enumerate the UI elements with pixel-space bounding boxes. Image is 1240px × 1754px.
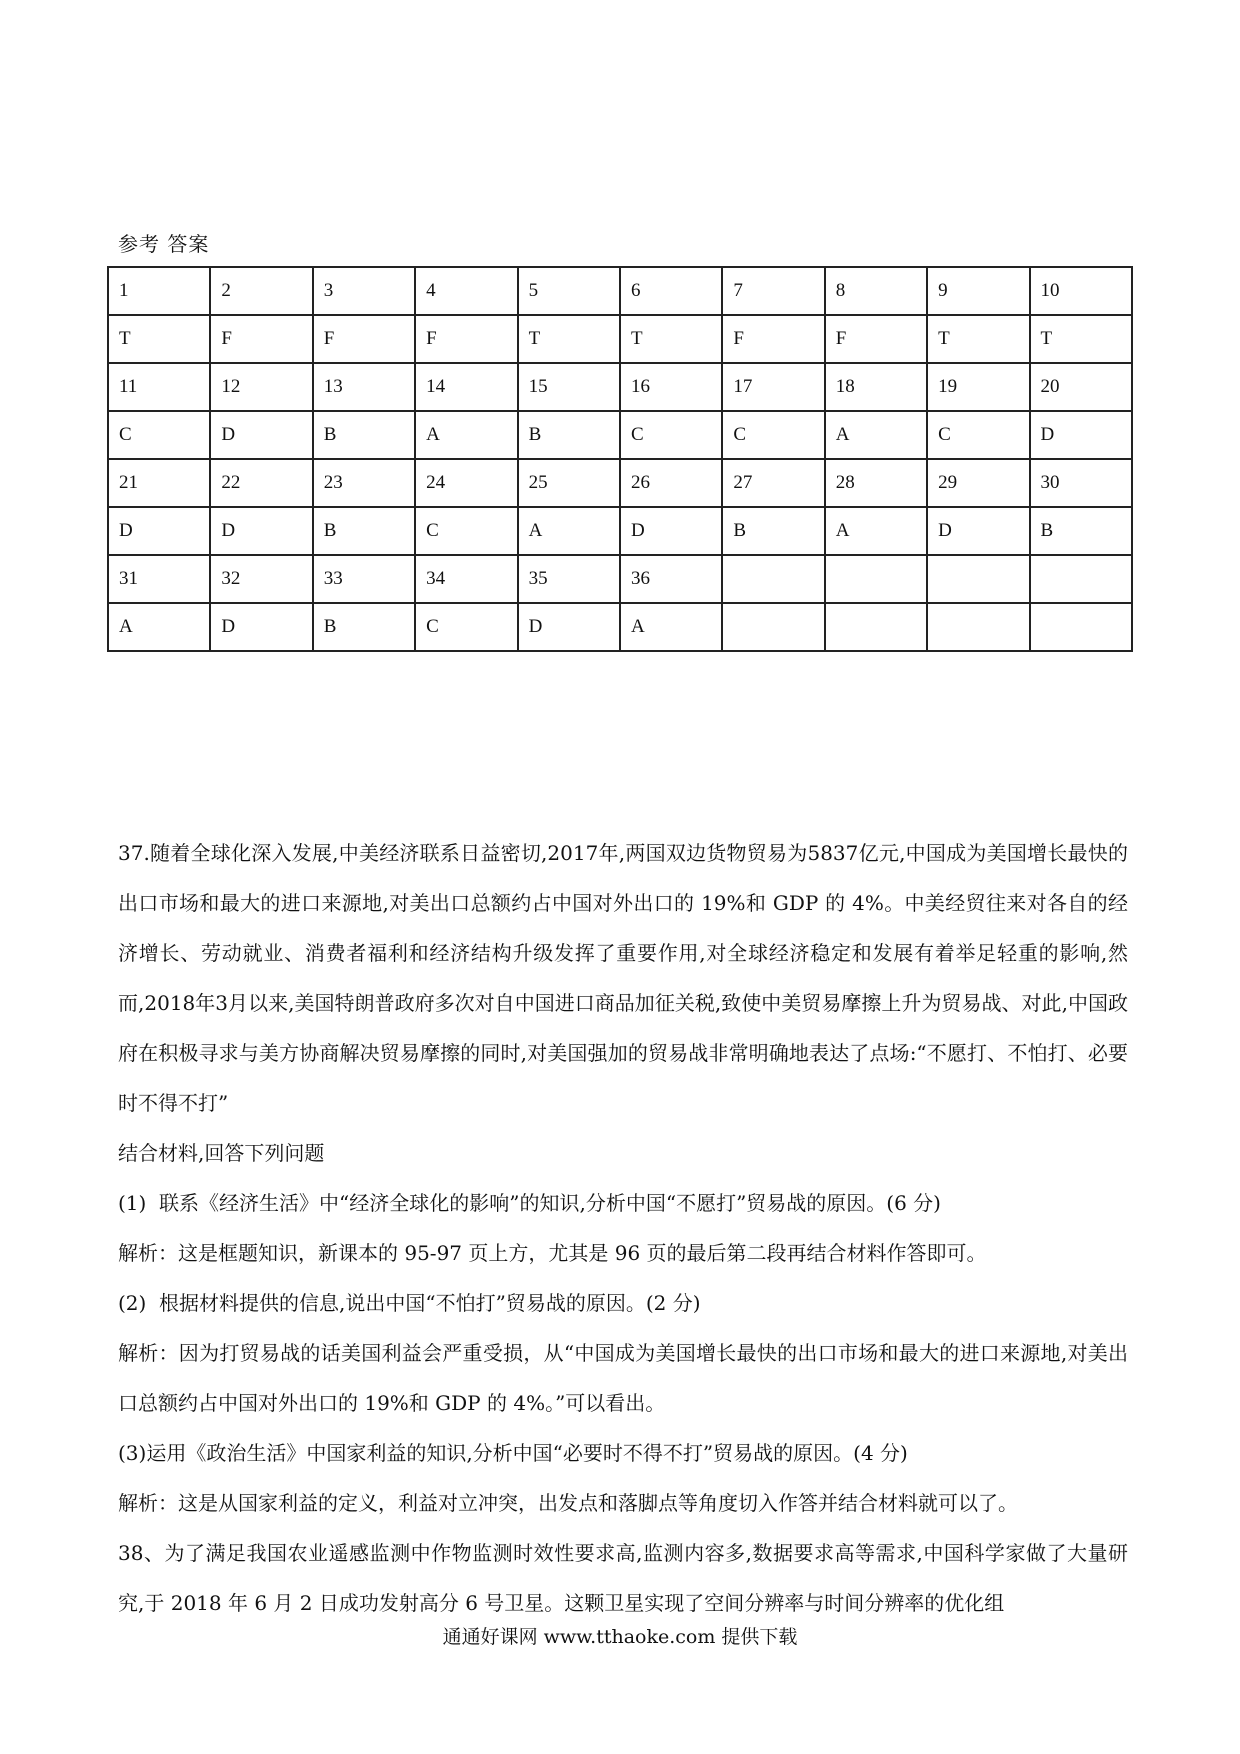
answer-table-cell: 10 [1030,267,1132,315]
answer-table-cell [1030,603,1132,651]
answer-table-cell: 6 [620,267,722,315]
answer-table-cell: B [722,507,824,555]
answer-table-cell: 21 [108,459,210,507]
answer-table-cell: 22 [210,459,312,507]
answer-table-cell: C [927,411,1029,459]
answer-table [107,266,1133,652]
answer-table-cell [1030,555,1132,603]
answer-table-cell: F [313,315,415,363]
answer-table-cell: 36 [620,555,722,603]
q37-sub1-analysis: 解析：这是框题知识，新课本的 95-97 页上方，尤其是 96 页的最后第二段再结合材料作答即可。 [118,1241,987,1265]
answer-table-cell: 18 [825,363,927,411]
answer-table-cell: D [518,603,620,651]
answer-table-cell: 19 [927,363,1029,411]
answer-table-row [108,459,1132,507]
answer-table-cell: T [518,315,620,363]
answer-table-cell: 33 [313,555,415,603]
answer-table-cell: T [108,315,210,363]
answer-table-row [108,603,1132,651]
answer-table-cell: D [108,507,210,555]
answer-table-cell: B [1030,507,1132,555]
answer-table-cell: 2 [210,267,312,315]
answer-table-cell: 14 [415,363,517,411]
answer-table-cell: A [415,411,517,459]
answer-table-cell: C [415,603,517,651]
answer-table-cell: C [620,411,722,459]
answer-table-cell: T [1030,315,1132,363]
q37-sub3-question: (3)运用《政治生活》中国家利益的知识,分析中国“必要时不得不打”贸易战的原因。(4 分) [118,1441,908,1465]
answer-table-cell: F [722,315,824,363]
answer-table-cell [722,603,824,651]
answer-table-cell: 8 [825,267,927,315]
answer-table-cell: C [415,507,517,555]
answer-table-cell: 15 [518,363,620,411]
answer-table-cell: 26 [620,459,722,507]
answer-table-cell: B [518,411,620,459]
q37-sub3-analysis: 解析：这是从国家利益的定义，利益对立冲突，出发点和落脚点等角度切入作答并结合材料就可以了。 [118,1491,1018,1515]
answer-table-cell: 17 [722,363,824,411]
answer-table-cell: F [825,315,927,363]
answer-table-cell: C [722,411,824,459]
answer-table-cell: 13 [313,363,415,411]
answer-table-cell: 9 [927,267,1029,315]
answer-table-cell: T [927,315,1029,363]
answer-table-cell: 29 [927,459,1029,507]
q37-sub2-analysis: 解析：因为打贸易战的话美国利益会严重受损，从“中国成为美国增长最快的出口市场和最大的进口来源地,对美出口总额约占中国对外出口的 19%和 GDP 的 4%。”可以看出。 [118,1341,1128,1415]
answer-table-cell: D [210,411,312,459]
answer-table-cell: B [313,411,415,459]
answer-table-row [108,555,1132,603]
answer-table-cell: D [1030,411,1132,459]
answer-table-cell: F [415,315,517,363]
answer-table-cell: 35 [518,555,620,603]
answer-table-cell: A [825,411,927,459]
answer-table-cell: D [210,507,312,555]
answer-table-cell: 27 [722,459,824,507]
answer-table-cell: C [108,411,210,459]
answer-table-cell: 1 [108,267,210,315]
answer-table-cell: D [927,507,1029,555]
answer-table-cell: 34 [415,555,517,603]
q37-material: 37.随着全球化深入发展,中美经济联系日益密切,2017年,两国双边货物贸易为5837亿元,中国成为美国增长最快的出口市场和最大的进口来源地,对美出口总额约占中国对外出口的 19%和 GDP 的 4%。中美经贸往来对各自的经济增长、劳动就业、消费者福利和经济结构升级发挥了重要作用,对全球经济稳定和发展有着举足轻重的影响,然而,2018年3月以来,美国特朗普政府多次对自中国进口商品加征关税,致使中美贸易摩擦上升为贸易战、对此,中国政府在积极寻求与美方协商解决贸易摩擦的同时,对美国强加的贸易战非常明确地表达了点场:“不愿打、不怕打、必要时不得不打” [118,841,1128,1115]
answer-table-cell [927,603,1029,651]
answer-table-cell: 31 [108,555,210,603]
answer-table-cell: 28 [825,459,927,507]
answer-table-cell: A [108,603,210,651]
answer-table-cell: 5 [518,267,620,315]
answer-table-cell: A [825,507,927,555]
answer-table-cell: A [620,603,722,651]
q38-material: 38、为了满足我国农业遥感监测中作物监测时效性要求高,监测内容多,数据要求高等需求,中国科学家做了大量研究,于 2018 年 6 月 2 日成功发射高分 6 号卫星。这颗卫星实现了空间分辨率与时间分辨率的优化组 [118,1541,1128,1615]
answer-table-row [108,507,1132,555]
answer-table-cell [825,603,927,651]
answer-table-cell: 3 [313,267,415,315]
answer-table-cell: D [210,603,312,651]
answer-table-row [108,267,1132,315]
answer-table-cell: 11 [108,363,210,411]
answer-table-cell: 4 [415,267,517,315]
q37-sub2-question: (2) 根据材料提供的信息,说出中国“不怕打”贸易战的原因。(2 分) [118,1291,701,1315]
question-content [118,828,1128,1628]
answer-table-cell [825,555,927,603]
answer-table-row [108,315,1132,363]
page-footer: 通通好课网 www.tthaoke.com 提供下载 [442,1626,798,1648]
answer-table-cell: F [210,315,312,363]
answer-table-cell: 12 [210,363,312,411]
answer-table-cell: B [313,507,415,555]
answer-table-cell: 32 [210,555,312,603]
answer-table-cell: 7 [722,267,824,315]
answer-table-cell: T [620,315,722,363]
answer-table-cell: 24 [415,459,517,507]
answer-table-cell: 25 [518,459,620,507]
q37-sub1-question: (1) 联系《经济生活》中“经济全球化的影响”的知识,分析中国“不愿打”贸易战的原因。(6 分) [118,1191,941,1215]
answer-table-row [108,363,1132,411]
answer-table-cell: D [620,507,722,555]
answer-table-cell: 16 [620,363,722,411]
answer-table-cell: 20 [1030,363,1132,411]
answer-table-cell [927,555,1029,603]
answer-table-cell [722,555,824,603]
answer-table-cell: 23 [313,459,415,507]
answer-heading: 参考 答案 [118,232,210,256]
answer-table-cell: A [518,507,620,555]
answer-table-cell: 30 [1030,459,1132,507]
answer-table-row [108,411,1132,459]
q37-instruction: 结合材料,回答下列问题 [118,1141,325,1165]
answer-table-cell: B [313,603,415,651]
